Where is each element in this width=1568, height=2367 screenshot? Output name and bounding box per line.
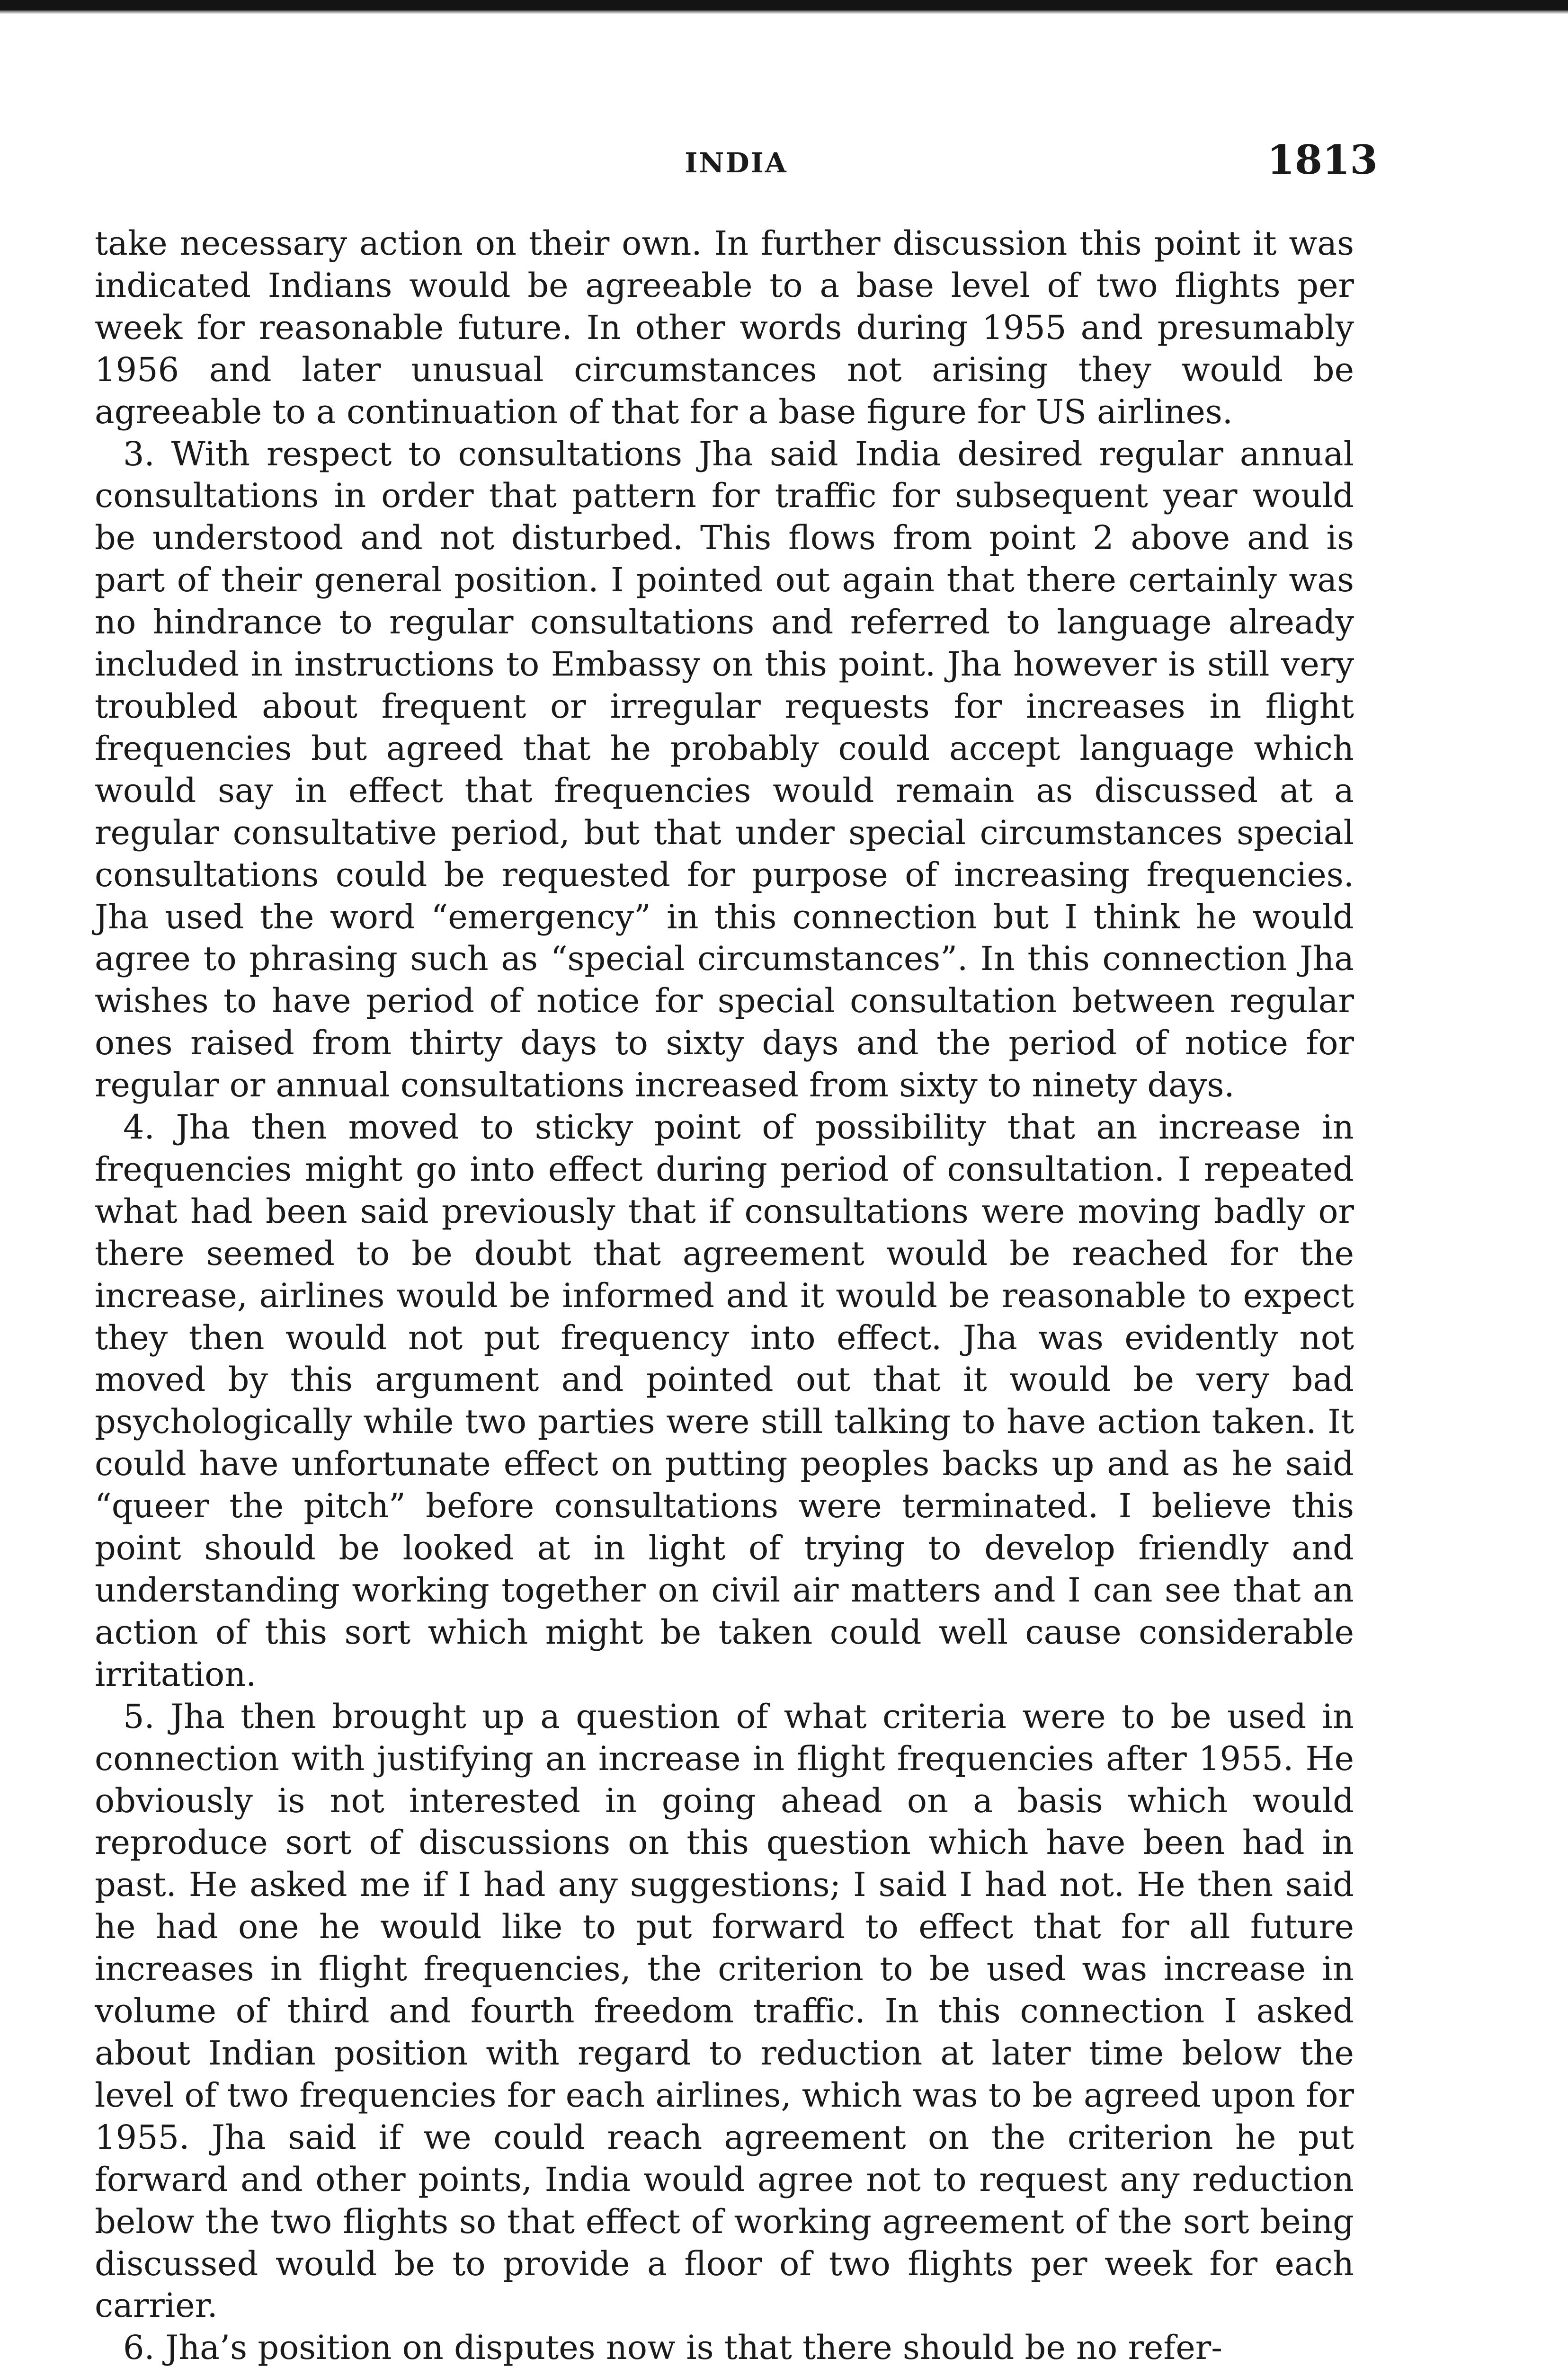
top-edge-shadow xyxy=(0,10,1568,14)
paragraph-4-frequency-increase: 4. Jha then moved to sticky point of possibility that an increase in frequencies might go into effect during period of consultation. I repeated what had been said previously that if consultations were moving badly or there seemed to be doubt that agreement would be reached for the increase, airlines would be informed and it would be reasonable to expect they then would not put frequency into effect. Jha was evidently not moved by this argument and pointed out that it would be very bad psychologically while two parties were still talking to have action taken. It could have unfortunate effect on putting peoples backs up and as he said “queer the pitch” before consultations were terminated. I believe this point should be looked at in light of trying to develop friendly and understanding working together on civil air matters and I can see that an action of this sort which might be taken could well cause considerable irritation. xyxy=(95,1108,1354,1694)
running-head: INDIA xyxy=(685,147,788,179)
paragraph-3-consultations: 3. With respect to consultations Jha said India desired regular annual consultations in order that pattern for traffic for subsequent year would be understood and not disturbed. This flows from point 2 above and is part of their general position. I pointed out again that there certainly was no hindrance to regular consultations and referred to language already included in instructions to Embassy on this point. Jha however is still very troubled about frequent or irregular requests for increases in flight frequencies but agreed that he probably could accept language which would say in effect that frequencies would remain as discussed at a regular consultative period, but that under special circumstances special consultations could be requested for purpose of increasing frequencies. Jha used the word “emergency” in this connection but I think he would agree to phrasing such as “special circumstances”. In this connection Jha wishes to have period of notice for special consultation between regular ones raised from thirty days to sixty days and the period of notice for regular or annual consultations increased from sixty to ninety days. xyxy=(95,434,1354,1105)
paragraph-5-criteria: 5. Jha then brought up a question of what criteria were to be used in connection with justifying an increase in flight frequencies after 1955. He obviously is not interested in going ahead on a basis which would reproduce sort of discussions on this question which have been had in past. He asked me if I had any suggestions; I said I had not. He then said he had one he would like to put forward to effect that for all future increases in flight frequencies, the criterion to be used was increase in volume of third and fourth freedom traffic. In this connection I asked about Indian position with regard to reduction at later time below the level of two frequencies for each airlines, which was to be agreed upon for 1955. Jha said if we could reach agreement on the criterion he put forward and other points, India would agree not to request any reduction below the two flights so that effect of working agreement of the sort being discussed would be to provide a floor of two flights per week for each carrier. xyxy=(95,1697,1354,2325)
paragraph-continuation: take necessary action on their own. In further discussion this point it was indicated Indians would be agreeable to a base level of two flights per week for reasonable future. In other words during 1955 and presumably 1956 and later unusual circumstances not arising they would be agreeable to a continuation of that for a base figure for US airlines. xyxy=(95,224,1354,431)
body-text xyxy=(95,222,1354,2367)
top-edge-rule xyxy=(0,0,1568,10)
paragraph-6-disputes: 6. Jha’s position on disputes now is that there should be no refer- xyxy=(123,2328,1222,2367)
page-number: 1813 xyxy=(1267,136,1378,183)
page-header xyxy=(95,136,1378,184)
